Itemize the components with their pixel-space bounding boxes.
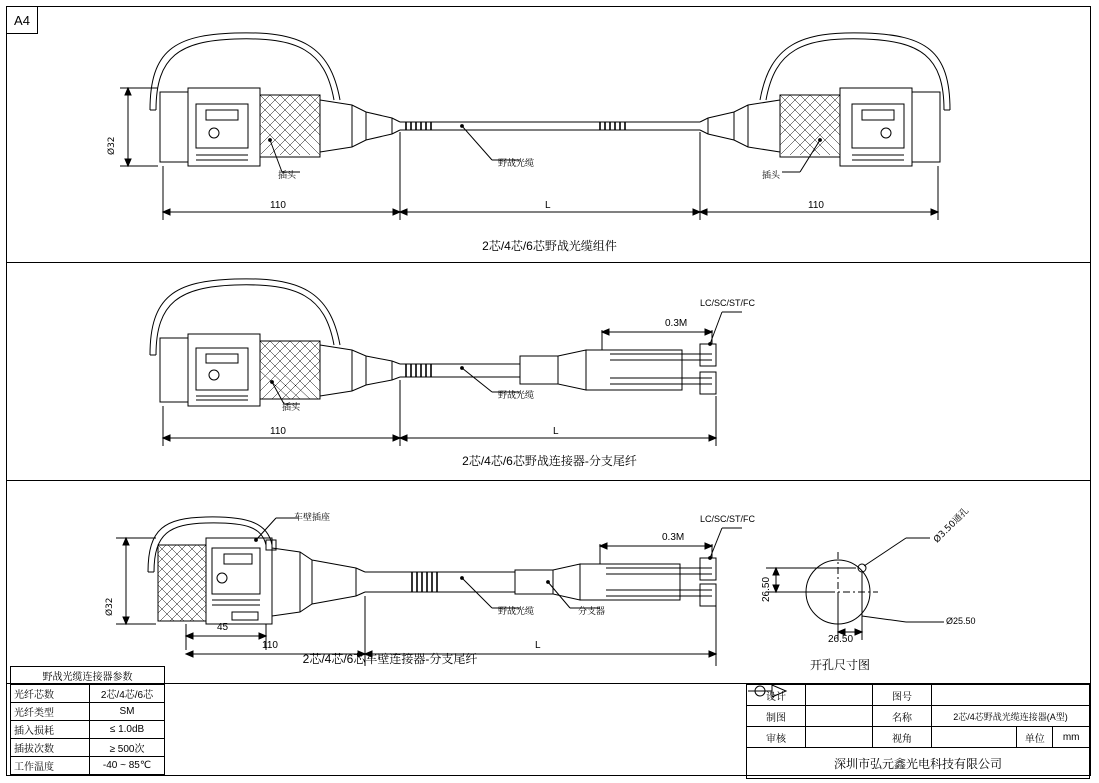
param-value: 2芯/4芯/6芯 (90, 685, 165, 703)
label-cutout-diameter-25.5: Ø25.50 (946, 616, 976, 626)
company-name: 深圳市弘元鑫光电科技有限公司 (747, 748, 1090, 779)
dim-0.3M-view2: 0.3M (665, 318, 688, 329)
label-connector-types-view3: LC/SC/ST/FC (700, 514, 756, 524)
param-value: ≤ 1.0dB (90, 721, 165, 739)
dim-26.50-horizontal: 26.50 (828, 634, 854, 645)
param-table-title: 野战光缆连接器参数 (11, 667, 165, 685)
label-splitter: 分支器 (578, 607, 606, 617)
dim-45: 45 (217, 622, 229, 633)
param-value: SM (90, 703, 165, 721)
caption-view-assembly: 2芯/4芯/6芯野战光缆组件 (482, 239, 617, 253)
first-angle-projection-icon (746, 684, 792, 698)
dim-110-right: 110 (808, 200, 824, 211)
param-name: 插拔次数 (11, 739, 90, 757)
title-value-drawing-no (932, 685, 1090, 706)
label-field-cable-view1: 野战光缆 (498, 159, 535, 169)
dim-110-left: 110 (270, 200, 286, 211)
caption-view-panel: 2芯/4芯/6芯车壁连接器-分支尾纤 (302, 652, 478, 666)
label-plug-right: 插头 (762, 171, 781, 181)
title-label-projection: 视角 (873, 727, 932, 748)
param-value: -40 ~ 85℃ (90, 757, 165, 775)
dim-0.3M-view3: 0.3M (662, 532, 685, 543)
dim-L-view2: L (553, 426, 559, 437)
param-name: 工作温度 (11, 757, 90, 775)
title-value-unit: mm (1062, 731, 1080, 743)
title-label-drawing-no: 图号 (873, 685, 932, 706)
title-label-design: 设计 (747, 685, 806, 706)
label-hole-diameter-3.5: Ø3.50通孔 (932, 506, 972, 546)
param-value: ≥ 500次 (90, 739, 165, 757)
caption-view-breakout: 2芯/4芯/6芯野战连接器-分支尾纤 (462, 454, 637, 468)
label-diameter-32-view3: Ø32 (105, 597, 115, 616)
label-diameter-32-view1: Ø32 (107, 136, 117, 155)
title-block (746, 684, 1090, 776)
dim-110-view3: 110 (262, 640, 278, 651)
sheet-size-label: A4 (7, 7, 38, 34)
title-value-design (806, 685, 873, 706)
title-label-name: 名称 (873, 706, 932, 727)
title-label-check: 审核 (747, 727, 806, 748)
label-connector-types-view2: LC/SC/ST/FC (700, 298, 756, 308)
parameter-table (10, 666, 165, 775)
title-label-unit: 单位 (1017, 727, 1053, 747)
dim-L-view1: L (545, 200, 551, 211)
dim-L-view3: L (535, 640, 541, 651)
dim-26.50-vertical: 26.50 (761, 576, 772, 602)
caption-view-cutout: 开孔尺寸图 (809, 658, 870, 672)
label-panel-receptacle: 车壁插座 (294, 513, 331, 523)
label-plug-left: 插头 (278, 171, 297, 181)
label-field-cable-view2: 野战光缆 (498, 391, 535, 401)
param-name: 光纤芯数 (11, 685, 90, 703)
title-value-drafter (806, 706, 873, 727)
title-value-name: 2芯/4芯野战光缆连接器(A型) (932, 706, 1090, 727)
label-plug-view2: 插头 (282, 403, 301, 413)
dim-110-view2: 110 (270, 426, 286, 437)
title-label-drafter: 制图 (747, 706, 806, 727)
title-value-check (806, 727, 873, 748)
label-field-cable-view3: 野战光缆 (498, 607, 535, 617)
param-name: 光纤类型 (11, 703, 90, 721)
param-name: 插入损耗 (11, 721, 90, 739)
